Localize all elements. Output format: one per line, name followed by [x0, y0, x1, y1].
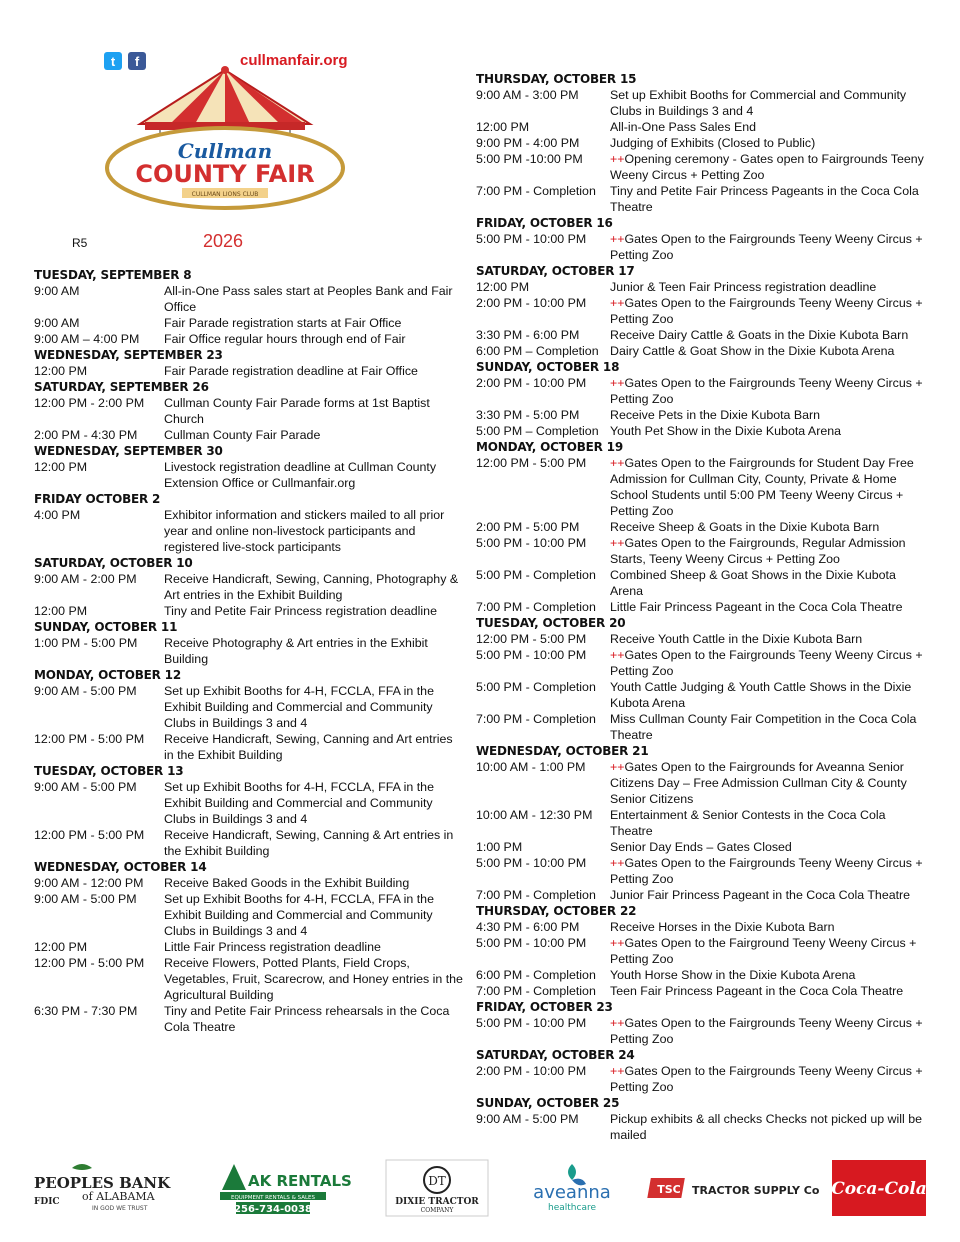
event-description — [610, 631, 926, 647]
event-description — [610, 455, 926, 519]
event-description-text: Youth Pet Show in the Dixie Kubota Arena — [610, 424, 841, 438]
schedule-event — [476, 295, 926, 327]
event-description-text: Gates Open to the Fairgrounds, Regular Admission Starts, Teeny Weeny Circus + Petting Zoo — [610, 536, 906, 566]
svg-text:256-734-0038: 256-734-0038 — [234, 1204, 312, 1215]
schedule-event — [34, 315, 464, 331]
event-description — [610, 375, 926, 407]
event-time: 9:00 AM - 3:00 PM — [476, 88, 579, 102]
event-description — [610, 295, 926, 327]
event-description-text: Teen Fair Princess Pageant in the Coca Cola Theatre — [610, 984, 904, 998]
event-description — [610, 231, 926, 263]
twitter-icon[interactable]: t — [104, 52, 122, 70]
event-description-text: Receive Horses in the Dixie Kubota Barn — [610, 920, 835, 934]
event-description-text: Receive Youth Cattle in the Dixie Kubota Barn — [610, 632, 863, 646]
svg-text:AK RENTALS: AK RENTALS — [248, 1172, 352, 1190]
event-description — [164, 283, 464, 315]
svg-text:TSC: TSC — [657, 1183, 681, 1196]
event-description-text: Livestock registration deadline at Cullman County Extension Office or Cullmanfair.org — [164, 460, 437, 490]
event-description — [610, 855, 926, 887]
event-description — [610, 519, 926, 535]
sponsor-strip — [0, 1160, 960, 1220]
event-time: 5:00 PM - Completion — [476, 568, 596, 582]
day-heading: SUNDAY, OCTOBER 25 — [476, 1096, 620, 1110]
schedule-event — [34, 1003, 464, 1035]
schedule-event — [476, 407, 926, 423]
schedule-event — [476, 1063, 926, 1095]
gates-open-marker: ++ — [610, 376, 625, 390]
event-description-text: Receive Dairy Cattle & Goats in the Dixie Kubota Barn — [610, 328, 909, 342]
schedule-event — [34, 331, 464, 347]
schedule-event — [476, 567, 926, 599]
logo-ribbon: CULLMAN LIONS CLUB — [191, 191, 259, 198]
event-description — [610, 1015, 926, 1047]
event-time: 12:00 PM — [34, 364, 88, 378]
event-time: 7:00 PM - Completion — [476, 984, 596, 998]
event-description — [164, 459, 464, 491]
schedule-event — [476, 679, 926, 711]
event-description-text: Gates Open to the Fairground Teeny Weeny Circus + Petting Zoo — [610, 936, 917, 966]
event-description-text: Fair Parade registration deadline at Fair Office — [164, 364, 418, 378]
event-description — [610, 839, 926, 855]
event-time: 7:00 PM - Completion — [476, 600, 596, 614]
event-description — [164, 363, 464, 379]
event-time: 2:00 PM - 10:00 PM — [476, 296, 587, 310]
event-description — [164, 507, 464, 555]
event-time: 12:00 PM — [476, 280, 530, 294]
schedule-event — [476, 647, 926, 679]
event-description — [610, 887, 926, 903]
event-description-text: Combined Sheep & Goat Shows in the Dixie Kubota Arena — [610, 568, 896, 598]
event-description — [610, 343, 926, 359]
logo-title-line2: COUNTY FAIR — [135, 160, 315, 188]
day-heading: WEDNESDAY, SEPTEMBER 23 — [34, 348, 223, 362]
event-description — [164, 331, 464, 347]
event-description-text: Dairy Cattle & Goat Show in the Dixie Kubota Arena — [610, 344, 895, 358]
event-description — [164, 603, 464, 619]
gates-open-marker: ++ — [610, 1064, 625, 1078]
gates-open-marker: ++ — [610, 1016, 625, 1030]
event-description-text: All-in-One Pass Sales End — [610, 120, 757, 134]
event-time: 5:00 PM - 10:00 PM — [476, 856, 587, 870]
revision-label: R5 — [72, 236, 88, 250]
event-description-text: Opening ceremony - Gates open to Fairgrounds Teeny Weeny Circus + Petting Zoo — [610, 152, 924, 182]
dixie-tractor-logo — [386, 1160, 488, 1216]
schedule-event — [476, 87, 926, 119]
event-time: 12:00 PM - 5:00 PM — [34, 828, 145, 842]
day-heading: SATURDAY, OCTOBER 10 — [34, 556, 193, 570]
event-time: 9:00 AM - 5:00 PM — [476, 1112, 579, 1126]
event-description-text: Little Fair Princess registration deadline — [164, 940, 381, 954]
event-description-text: Youth Cattle Judging & Youth Cattle Shows in the Dixie Kubota Arena — [610, 680, 912, 710]
schedule-event — [476, 919, 926, 935]
schedule-event — [34, 635, 464, 667]
event-description-text: Pickup exhibits & all checks Checks not picked up will be mailed — [610, 1112, 922, 1142]
schedule-event — [34, 955, 464, 1003]
event-description-text: Gates Open to the Fairgrounds Teeny Weeny Circus + Petting Zoo — [610, 648, 923, 678]
schedule-event — [476, 535, 926, 567]
day-heading: TUESDAY, SEPTEMBER 8 — [34, 268, 192, 282]
schedule-event — [476, 711, 926, 743]
schedule-event — [476, 967, 926, 983]
event-description — [610, 679, 926, 711]
event-description — [610, 327, 926, 343]
event-description — [164, 635, 464, 667]
day-heading: TUESDAY, OCTOBER 20 — [476, 616, 626, 630]
event-time: 5:00 PM – Completion — [476, 424, 599, 438]
event-time: 12:00 PM — [34, 940, 88, 954]
event-time: 7:00 PM - Completion — [476, 888, 596, 902]
schedule-event — [476, 455, 926, 519]
event-description — [164, 1003, 464, 1035]
event-time: 12:00 PM - 2:00 PM — [34, 396, 145, 410]
logo-title-line1: Cullman — [177, 139, 273, 163]
event-description-text: Receive Sheep & Goats in the Dixie Kubota Barn — [610, 520, 880, 534]
event-description-text: Gates Open to the Fairgrounds Teeny Weeny Circus + Petting Zoo — [610, 376, 923, 406]
event-description — [164, 891, 464, 939]
event-time: 12:00 PM - 5:00 PM — [476, 632, 587, 646]
event-description — [610, 535, 926, 567]
schedule-event — [34, 507, 464, 555]
event-description-text: Receive Flowers, Potted Plants, Field Crops, Vegetables, Fruit, Scarecrow, and Honey entries in the Agricultural Building — [164, 956, 463, 1002]
aveanna-logo — [526, 1160, 618, 1216]
event-description — [164, 731, 464, 763]
svg-text:EQUIPMENT RENTALS & SALES: EQUIPMENT RENTALS & SALES — [230, 1195, 316, 1201]
event-description — [610, 919, 926, 935]
svg-text:healthcare: healthcare — [548, 1203, 596, 1213]
event-description-text: Receive Handicraft, Sewing, Canning & Art entries in the Exhibit Building — [164, 828, 454, 858]
event-description — [610, 647, 926, 679]
event-time: 9:00 AM - 12:00 PM — [34, 876, 144, 890]
day-heading: SATURDAY, SEPTEMBER 26 — [34, 380, 209, 394]
event-description-text: Exhibitor information and stickers mailed to all prior year and online non-livestock participants and registered live-stock participants — [164, 508, 445, 554]
event-description-text: Junior Fair Princess Pageant in the Coca Cola Theatre — [610, 888, 911, 902]
event-description — [610, 87, 926, 119]
event-time: 9:00 AM — [34, 316, 80, 330]
schedule-event — [34, 875, 464, 891]
event-description — [610, 1111, 926, 1143]
event-time: 4:30 PM - 6:00 PM — [476, 920, 580, 934]
event-time: 2:00 PM - 5:00 PM — [476, 520, 580, 534]
event-description — [164, 827, 464, 859]
event-description-text: Junior & Teen Fair Princess registration deadline — [610, 280, 877, 294]
event-description — [610, 407, 926, 423]
schedule-right-column — [476, 71, 926, 1143]
event-description-text: Entertainment & Senior Contests in the Coca Cola Theatre — [610, 808, 886, 838]
day-heading: SUNDAY, OCTOBER 11 — [34, 620, 178, 634]
event-time: 9:00 AM — [34, 284, 80, 298]
event-description — [610, 119, 926, 135]
event-description — [610, 711, 926, 743]
event-time: 9:00 AM - 2:00 PM — [34, 572, 137, 586]
event-description-text: Receive Pets in the Dixie Kubota Barn — [610, 408, 821, 422]
event-description — [610, 599, 926, 615]
schedule-event — [34, 283, 464, 315]
event-description-text: Gates Open to the Fairgrounds Teeny Weeny Circus + Petting Zoo — [610, 856, 923, 886]
event-description — [164, 427, 464, 443]
schedule-event — [476, 183, 926, 215]
svg-text:PEOPLES BANK: PEOPLES BANK — [34, 1174, 171, 1192]
gates-open-marker: ++ — [610, 536, 625, 550]
schedule-event — [476, 423, 926, 439]
cullman-county-fair-logo — [100, 62, 350, 212]
gates-open-marker: ++ — [610, 456, 625, 470]
facebook-icon[interactable]: f — [128, 52, 146, 70]
schedule-event — [476, 631, 926, 647]
schedule-event — [34, 779, 464, 827]
year-label: 2026 — [203, 231, 244, 251]
event-time: 5:00 PM - 10:00 PM — [476, 1016, 587, 1030]
event-description-text: Set up Exhibit Booths for 4-H, FCCLA, FFA in the Exhibit Building and Commercial and Community Clubs in Buildings 3 and 4 — [164, 780, 434, 826]
event-description — [610, 135, 926, 151]
day-heading: SATURDAY, OCTOBER 17 — [476, 264, 635, 278]
event-description — [610, 759, 926, 807]
event-time: 5:00 PM - 10:00 PM — [476, 648, 587, 662]
event-description-text: Youth Horse Show in the Dixie Kubota Arena — [610, 968, 856, 982]
gates-open-marker: ++ — [610, 856, 625, 870]
event-description — [610, 183, 926, 215]
event-time: 5:00 PM - 10:00 PM — [476, 232, 587, 246]
svg-text:aveanna: aveanna — [533, 1182, 611, 1203]
event-time: 4:00 PM — [34, 508, 81, 522]
event-description-text: Receive Baked Goods in the Exhibit Building — [164, 876, 410, 890]
event-description — [164, 875, 464, 891]
event-description — [610, 983, 926, 999]
event-description-text: Set up Exhibit Booths for 4-H, FCCLA, FFA in the Exhibit Building and Commercial and Community Clubs in Buildings 3 and 4 — [164, 684, 434, 730]
event-description — [610, 967, 926, 983]
event-time: 5:00 PM - 10:00 PM — [476, 536, 587, 550]
event-description-text: Receive Photography & Art entries in the Exhibit Building — [164, 636, 428, 666]
event-description-text: Set up Exhibit Booths for Commercial and Community Clubs in Buildings 3 and 4 — [610, 88, 907, 118]
event-description-text: Cullman County Fair Parade forms at 1st Baptist Church — [164, 396, 430, 426]
day-heading: FRIDAY, OCTOBER 23 — [476, 1000, 613, 1014]
event-description — [610, 423, 926, 439]
schedule-event — [476, 375, 926, 407]
day-heading: FRIDAY, OCTOBER 16 — [476, 216, 613, 230]
gates-open-marker: ++ — [610, 760, 625, 774]
day-heading: SUNDAY, OCTOBER 18 — [476, 360, 620, 374]
event-time: 2:00 PM - 10:00 PM — [476, 1064, 587, 1078]
schedule-event — [476, 935, 926, 967]
svg-text:TRACTOR SUPPLY Co: TRACTOR SUPPLY Co — [692, 1184, 820, 1197]
schedule-event — [476, 807, 926, 839]
event-description-text: Receive Handicraft, Sewing, Canning, Photography & Art entries in the Exhibit Building — [164, 572, 459, 602]
event-time: 7:00 PM - Completion — [476, 712, 596, 726]
day-heading: FRIDAY OCTOBER 2 — [34, 492, 161, 506]
event-description — [610, 1063, 926, 1095]
event-description-text: Set up Exhibit Booths for 4-H, FCCLA, FFA in the Exhibit Building and Commercial and Community Clubs in Buildings 3 and 4 — [164, 892, 434, 938]
peoples-bank-logo — [32, 1160, 171, 1216]
schedule-event — [476, 231, 926, 263]
schedule-event — [34, 683, 464, 731]
schedule-event — [476, 119, 926, 135]
event-description-text: Gates Open to the Fairgrounds Teeny Weeny Circus + Petting Zoo — [610, 1016, 923, 1046]
event-description-text: All-in-One Pass sales start at Peoples Bank and Fair Office — [164, 284, 453, 314]
event-time: 2:00 PM - 10:00 PM — [476, 376, 587, 390]
schedule-event — [34, 939, 464, 955]
event-description — [610, 151, 926, 183]
svg-text:COMPANY: COMPANY — [420, 1207, 454, 1214]
day-heading: THURSDAY, OCTOBER 22 — [476, 904, 637, 918]
schedule-left-column — [34, 267, 464, 1035]
event-description-text: Miss Cullman County Fair Competition in the Coca Cola Theatre — [610, 712, 917, 742]
event-time: 9:00 AM - 5:00 PM — [34, 780, 137, 794]
schedule-event — [34, 891, 464, 939]
svg-text:DT: DT — [428, 1174, 446, 1188]
day-heading: SATURDAY, OCTOBER 24 — [476, 1048, 635, 1062]
svg-text:DIXIE TRACTOR: DIXIE TRACTOR — [395, 1197, 479, 1207]
gates-open-marker: ++ — [610, 936, 625, 950]
event-description-text: Gates Open to the Fairgrounds Teeny Weeny Circus + Petting Zoo — [610, 1064, 923, 1094]
event-time: 7:00 PM - Completion — [476, 184, 596, 198]
gates-open-marker: ++ — [610, 296, 625, 310]
event-time: 5:00 PM - Completion — [476, 680, 596, 694]
schedule-event — [476, 855, 926, 887]
schedule-event — [34, 731, 464, 763]
event-time: 6:30 PM - 7:30 PM — [34, 1004, 138, 1018]
schedule-event — [34, 395, 464, 427]
gates-open-marker: ++ — [610, 152, 625, 166]
tractor-supply-logo — [652, 1160, 820, 1216]
event-description-text: Fair Parade registration starts at Fair Office — [164, 316, 402, 330]
schedule-event — [476, 839, 926, 855]
schedule-event — [476, 1015, 926, 1047]
svg-text:FDIC: FDIC — [34, 1197, 60, 1207]
schedule-event — [476, 759, 926, 807]
schedule-event — [476, 1111, 926, 1143]
event-time: 5:00 PM -10:00 PM — [476, 152, 583, 166]
event-description-text: Tiny and Petite Fair Princess rehearsals in the Coca Cola Theatre — [164, 1004, 450, 1034]
day-heading: MONDAY, OCTOBER 19 — [476, 440, 623, 454]
event-description-text: Tiny and Petite Fair Princess Pageants in the Coca Cola Theatre — [610, 184, 919, 214]
event-description-text: Senior Day Ends – Gates Closed — [610, 840, 792, 854]
event-description — [164, 939, 464, 955]
event-time: 12:00 PM — [476, 120, 530, 134]
schedule-event — [476, 135, 926, 151]
event-description-text: Fair Office regular hours through end of Fair — [164, 332, 406, 346]
svg-text:IN GOD WE TRUST: IN GOD WE TRUST — [92, 1205, 148, 1212]
event-time: 1:00 PM - 5:00 PM — [34, 636, 138, 650]
event-description — [610, 807, 926, 839]
event-time: 1:00 PM — [476, 840, 523, 854]
schedule-event — [34, 827, 464, 859]
schedule-event — [34, 603, 464, 619]
schedule-event — [476, 327, 926, 343]
event-description — [610, 279, 926, 295]
schedule-event — [476, 279, 926, 295]
website-url[interactable]: cullmanfair.org — [240, 52, 348, 69]
svg-text:Coca-Cola: Coca-Cola — [831, 1179, 927, 1199]
event-description-text: Gates Open to the Fairgrounds for Aveanna Senior Citizens Day – Free Admission Cullman City & County Senior Citizens — [610, 760, 907, 806]
event-description-text: Judging of Exhibits (Closed to Public) — [610, 136, 816, 150]
schedule-event — [476, 599, 926, 615]
event-description — [164, 683, 464, 731]
event-time: 12:00 PM - 5:00 PM — [34, 956, 145, 970]
event-description-text: Gates Open to the Fairgrounds for Student Day Free Admission for Cullman City, County, Private & Home School Students until 5:00 PM Teeny Weeny Circus + Petting Zoo — [610, 456, 914, 518]
ak-rentals-logo — [218, 1160, 352, 1216]
day-heading: TUESDAY, OCTOBER 13 — [34, 764, 184, 778]
event-description-text: Gates Open to the Fairgrounds Teeny Weeny Circus + Petting Zoo — [610, 232, 923, 262]
coca-cola-logo — [832, 1160, 926, 1216]
schedule-event — [34, 427, 464, 443]
event-time: 5:00 PM - 10:00 PM — [476, 936, 587, 950]
gates-open-marker: ++ — [610, 232, 625, 246]
event-time: 12:00 PM - 5:00 PM — [34, 732, 145, 746]
schedule-event — [476, 887, 926, 903]
event-time: 2:00 PM - 4:30 PM — [34, 428, 138, 442]
event-time: 9:00 PM - 4:00 PM — [476, 136, 580, 150]
schedule-event — [34, 571, 464, 603]
event-time: 6:00 PM – Completion — [476, 344, 599, 358]
event-time: 6:00 PM - Completion — [476, 968, 596, 982]
schedule-event — [476, 983, 926, 999]
event-time: 9:00 AM – 4:00 PM — [34, 332, 140, 346]
day-heading: THURSDAY, OCTOBER 15 — [476, 72, 637, 86]
event-description — [164, 315, 464, 331]
event-time: 10:00 AM - 12:30 PM — [476, 808, 593, 822]
event-time: 9:00 AM - 5:00 PM — [34, 892, 137, 906]
event-time: 12:00 PM — [34, 604, 88, 618]
schedule-event — [34, 459, 464, 491]
schedule-event — [476, 519, 926, 535]
event-description — [164, 779, 464, 827]
event-time: 10:00 AM - 1:00 PM — [476, 760, 586, 774]
event-description-text: Cullman County Fair Parade — [164, 428, 321, 442]
event-description-text: Gates Open to the Fairgrounds Teeny Weeny Circus + Petting Zoo — [610, 296, 923, 326]
schedule-event — [476, 343, 926, 359]
event-time: 12:00 PM — [34, 460, 88, 474]
event-description-text: Receive Handicraft, Sewing, Canning and Art entries in the Exhibit Building — [164, 732, 453, 762]
event-time: 3:30 PM - 6:00 PM — [476, 328, 580, 342]
event-description — [610, 567, 926, 599]
event-description — [164, 395, 464, 427]
event-description — [610, 935, 926, 967]
event-time: 12:00 PM - 5:00 PM — [476, 456, 587, 470]
day-heading: WEDNESDAY, OCTOBER 21 — [476, 744, 649, 758]
event-description-text: Tiny and Petite Fair Princess registration deadline — [164, 604, 437, 618]
schedule-event — [34, 363, 464, 379]
event-description-text: Little Fair Princess Pageant in the Coca Cola Theatre — [610, 600, 903, 614]
svg-text:of ALABAMA: of ALABAMA — [82, 1190, 155, 1203]
day-heading: WEDNESDAY, SEPTEMBER 30 — [34, 444, 223, 458]
event-description — [164, 571, 464, 603]
event-description — [164, 955, 464, 1003]
gates-open-marker: ++ — [610, 648, 625, 662]
event-time: 3:30 PM - 5:00 PM — [476, 408, 580, 422]
day-heading: WEDNESDAY, OCTOBER 14 — [34, 860, 207, 874]
event-time: 9:00 AM - 5:00 PM — [34, 684, 137, 698]
day-heading: MONDAY, OCTOBER 12 — [34, 668, 181, 682]
schedule-event — [476, 151, 926, 183]
